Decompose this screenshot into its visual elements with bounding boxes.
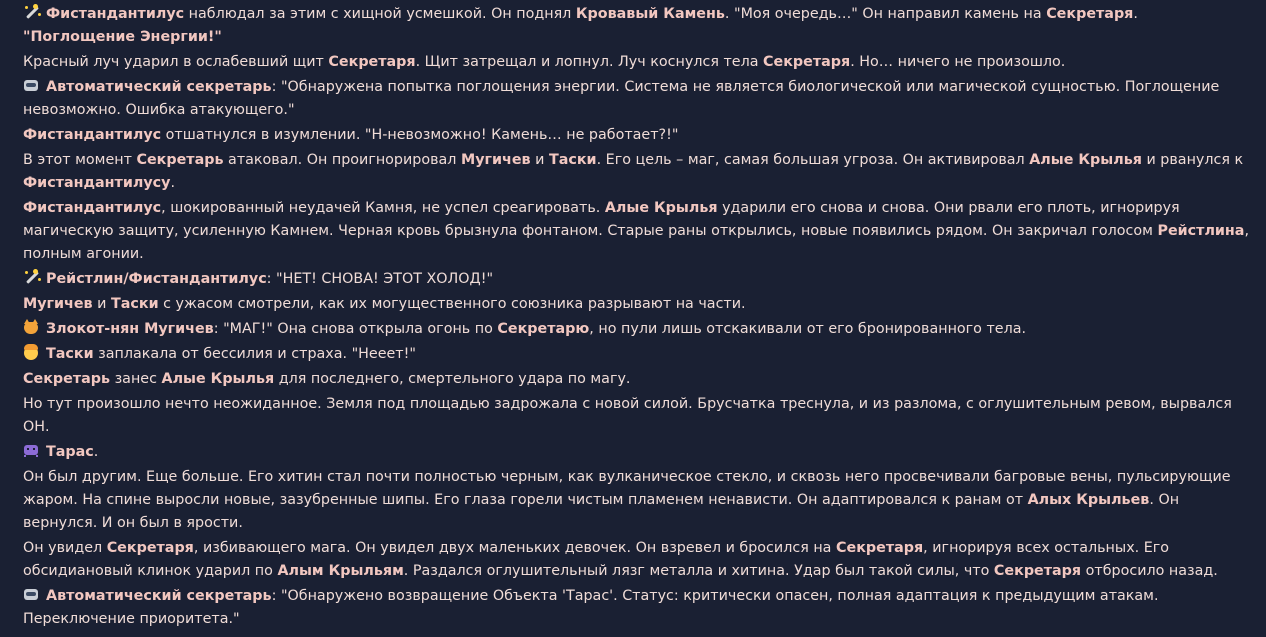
narration-text: . "Моя очередь…" Он направил камень на [724,6,1047,22]
story-paragraph [23,368,1251,391]
child-face-icon [23,344,39,360]
narration-text: Он увидел [23,540,107,556]
character-name: Рейстлина [1157,223,1245,239]
cat-face-icon [23,319,39,335]
character-name: Автоматический секретарь [46,79,272,95]
narration-text: и рванулся к [1141,152,1244,168]
story-paragraph [23,3,1251,49]
narration-text: В этот момент [23,152,137,168]
narration-text: , полным агонии. [23,223,1249,262]
character-name: Автоматический секретарь [46,588,272,604]
narration-text: , шокированный неудачей Камня, не успел среагировать. [161,200,605,216]
story-paragraph [23,197,1251,266]
narration-text: : "НЕТ! СНОВА! ЭТОТ ХОЛОД!" [266,271,494,287]
narration-text: : "Обнаружена попытка поглощения энергии. Система не является биологической или магической сущностью. Поглощение невозможно. Ошибка атакующего." [23,79,1220,118]
character-name: Фистандантилус [23,127,162,143]
robot-icon [23,77,39,93]
character-name: Секретаря [993,563,1082,579]
character-name: Таски [548,152,597,168]
narration-text: Красный луч ударил в ослабевший щит [23,54,329,70]
character-name: Кровавый Камень [575,6,725,22]
character-name: Злокот-нян Мугичев [46,321,214,337]
character-name: Секретаря [836,540,924,556]
story-paragraph [23,537,1251,583]
character-name: Рейстлин/Фистандантилус [46,271,267,287]
character-name: Алые Крылья [1029,152,1142,168]
narration-text: наблюдал за этим с хищной усмешкой. Он поднял [184,6,576,22]
character-name: Секретарь [23,371,111,387]
narration-text: . Его цель – маг, самая большая угроза. Он активировал [596,152,1030,168]
narration-text: , игнорируя всех остальных. Его обсидиановый клинок ударил по [23,540,1170,579]
narration-text: заплакала от бессилия и страха. "Нееет!" [93,346,416,362]
alien-monster-icon [23,442,39,458]
character-name: Фистандантилус [46,6,185,22]
narration-text: отбросило назад. [1081,563,1218,579]
character-name: Таски [46,346,94,362]
character-name: Секретарь [136,152,224,168]
magic-wand-icon [23,4,39,20]
character-name: Секретаря [328,54,416,70]
narration-text: ударили его снова и снова. Они рвали его плоть, игнорируя магическую защиту, усиленную Камнем. Черная кровь брызнула фонтаном. Старые раны открылись, новые появились рядом. Он закричал голосом [23,200,1180,239]
character-name: Секретаря [1046,6,1134,22]
story-paragraph [23,268,1251,291]
robot-icon [23,586,39,602]
character-name: "Поглощение Энергии!" [23,29,222,45]
narration-text: . Он вернулся. И он был в ярости. [23,492,1180,531]
story-paragraph [23,466,1251,535]
story-paragraph [23,149,1251,195]
story-paragraph [23,124,1251,147]
narration-text: Он был другим. Еще больше. Его хитин стал почти полностью черным, как вулканическое стекло, и сквозь него просвечивали багровые вены, пульсирующие жаром. На спине выросли новые, зазубренные шипы. Его глаза горели чистым пламенем ненависти. Он адаптировался к ранам от [23,469,1231,508]
narration-text: и [92,296,111,312]
character-name: Алые Крылья [604,200,718,216]
story-paragraph [23,51,1251,74]
character-name: Фистандантилус [23,200,162,216]
magic-wand-icon [23,269,39,285]
story-paragraph [23,76,1251,122]
narration-text: . Щит затрещал и лопнул. Луч коснулся тела [415,54,764,70]
narration-text: занес [110,371,162,387]
character-name: Мугичев [460,152,531,168]
narration-text: . Раздался оглушительный лязг металла и хитина. Удар был такой силы, что [403,563,994,579]
narration-text: . Но… ничего не произошло. [850,54,1066,70]
character-name: Тарас [46,444,94,460]
character-name: Алых Крыльев [1027,492,1150,508]
story-paragraph [23,585,1251,631]
narration-text: : "Обнаружено возвращение Объекта 'Тарас'. Статус: критически опасен, полная адаптация к предыдущим атакам. Переключение приоритета." [23,588,1159,627]
story-text [23,3,1251,633]
story-paragraph [23,318,1251,341]
narration-text: . [93,444,99,460]
story-paragraph [23,293,1251,316]
character-name: Мугичев [23,296,93,312]
character-name: Секретаря [106,540,194,556]
narration-text: . [170,175,175,191]
character-name: Фистандантилусу [23,175,171,191]
story-paragraph [23,393,1251,439]
narration-text: . [1133,6,1138,22]
character-name: Секретарю [497,321,590,337]
narration-text: с ужасом смотрели, как их могущественного союзника разрывают на части. [158,296,746,312]
narration-text: , но пули лишь отскакивали от его бронированного тела. [589,321,1027,337]
character-name: Алым Крыльям [277,563,404,579]
character-name: Таски [110,296,159,312]
narration-text: отшатнулся в изумлении. "Н-невозможно! Камень… не работает?!" [161,127,679,143]
narration-text: : "МАГ!" Она снова открыла огонь по [213,321,498,337]
narration-text: и [530,152,549,168]
character-name: Секретаря [763,54,851,70]
character-name: Алые Крылья [161,371,275,387]
narration-text: атаковал. Он проигнорировал [223,152,461,168]
narration-text: Но тут произошло нечто неожиданное. Земля под площадью задрожала с новой силой. Брусчатка треснула, и из разлома, с оглушительным ревом, вырвался ОН. [23,396,1232,435]
story-paragraph [23,441,1251,464]
narration-text: , избивающего мага. Он увидел двух маленьких девочек. Он взревел и бросился на [193,540,836,556]
story-paragraph [23,343,1251,366]
narration-text: для последнего, смертельного удара по магу. [274,371,631,387]
